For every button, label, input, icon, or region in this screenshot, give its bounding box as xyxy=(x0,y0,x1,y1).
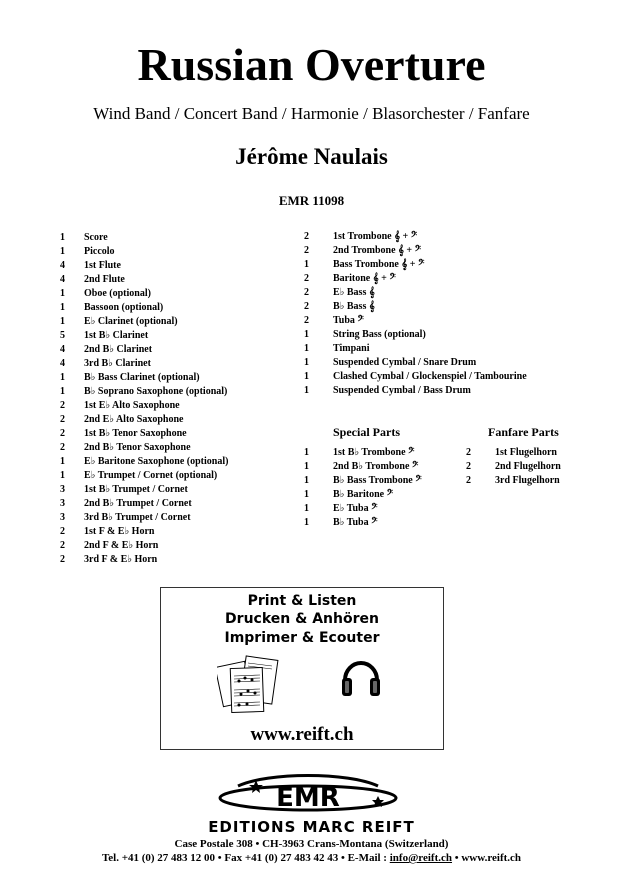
part-quantity: 1 xyxy=(60,316,65,327)
part-instrument: 2nd F & E♭ Horn xyxy=(84,540,159,551)
part-instrument: E♭ Trumpet / Cornet (optional) xyxy=(84,470,218,481)
part-quantity: 2 xyxy=(466,447,471,458)
part-quantity: 1 xyxy=(304,385,309,396)
part-quantity: 1 xyxy=(304,503,309,514)
part-instrument: 1st B♭ Trumpet / Cornet xyxy=(84,484,188,495)
part-quantity: 3 xyxy=(60,484,65,495)
print-listen-box[interactable] xyxy=(160,587,444,750)
part-quantity: 2 xyxy=(304,287,309,298)
part-instrument: 3rd Flugelhorn xyxy=(495,475,560,486)
part-quantity: 2 xyxy=(304,231,309,242)
part-quantity: 1 xyxy=(304,357,309,368)
part-quantity: 2 xyxy=(304,273,309,284)
part-quantity: 4 xyxy=(60,260,65,271)
part-instrument: 2nd B♭ Trumpet / Cornet xyxy=(84,498,192,509)
part-instrument: Baritone 𝄞 + 𝄢 xyxy=(333,273,396,284)
part-instrument: 2nd Flugelhorn xyxy=(495,461,561,472)
part-instrument: Bass Trombone 𝄞 + 𝄢 xyxy=(333,259,425,270)
part-quantity: 3 xyxy=(60,512,65,523)
part-quantity: 2 xyxy=(466,461,471,472)
part-instrument: 2nd B♭ Clarinet xyxy=(84,344,153,355)
part-instrument: 1st F & E♭ Horn xyxy=(84,526,155,537)
part-instrument: 1st B♭ Trombone 𝄢 xyxy=(333,447,415,458)
part-instrument: Suspended Cymbal / Bass Drum xyxy=(333,385,471,396)
part-instrument: 2nd B♭ Trombone 𝄢 xyxy=(333,461,419,472)
part-quantity: 1 xyxy=(304,371,309,382)
part-quantity: 4 xyxy=(60,344,65,355)
part-instrument: B♭ Bass Clarinet (optional) xyxy=(84,372,200,383)
part-instrument: 1st Flugelhorn xyxy=(495,447,557,458)
part-instrument: E♭ Baritone Saxophone (optional) xyxy=(84,456,229,467)
publisher-address: Case Postale 308 • CH-3963 Crans-Montana (Switzerland) xyxy=(174,838,449,850)
part-quantity: 2 xyxy=(60,554,65,565)
part-instrument: E♭ Bass 𝄞 xyxy=(333,287,375,298)
headphones-icon xyxy=(339,654,383,700)
part-quantity: 1 xyxy=(304,343,309,354)
part-instrument: 1st Flute xyxy=(84,260,121,271)
website-link[interactable]: www.reift.ch xyxy=(250,724,354,745)
part-instrument: B♭ Soprano Saxophone (optional) xyxy=(84,386,228,397)
part-quantity: 2 xyxy=(60,428,65,439)
part-quantity: 1 xyxy=(304,517,309,528)
part-instrument: E♭ Clarinet (optional) xyxy=(84,316,178,327)
part-quantity: 2 xyxy=(466,475,471,486)
part-quantity: 1 xyxy=(60,372,65,383)
part-quantity: 4 xyxy=(60,274,65,285)
part-quantity: 2 xyxy=(304,315,309,326)
part-instrument: B♭ Bass Trombone 𝄢 xyxy=(333,475,422,486)
part-instrument: 1st Trombone 𝄞 + 𝄢 xyxy=(333,231,418,242)
ensemble-subtitle: Wind Band / Concert Band / Harmonie / Blasorchester / Fanfare xyxy=(93,104,530,123)
part-instrument: Piccolo xyxy=(84,246,115,257)
part-quantity: 2 xyxy=(304,245,309,256)
part-quantity: 1 xyxy=(60,470,65,481)
part-instrument: Tuba 𝄢 xyxy=(333,315,364,326)
part-instrument: 3rd B♭ Clarinet xyxy=(84,358,151,369)
part-instrument: String Bass (optional) xyxy=(333,329,426,340)
part-instrument: 1st B♭ Tenor Saxophone xyxy=(84,428,187,439)
part-quantity: 1 xyxy=(60,288,65,299)
part-quantity: 1 xyxy=(304,461,309,472)
email-link[interactable]: info@reift.ch xyxy=(389,852,453,864)
part-instrument: 3rd B♭ Trumpet / Cornet xyxy=(84,512,191,523)
composer-name: Jérôme Naulais xyxy=(235,144,388,169)
part-instrument: 2nd E♭ Alto Saxophone xyxy=(84,414,184,425)
part-quantity: 1 xyxy=(304,475,309,486)
part-quantity: 1 xyxy=(60,232,65,243)
part-quantity: 1 xyxy=(304,259,309,270)
part-instrument: B♭ Baritone 𝄢 xyxy=(333,489,394,500)
part-quantity: 1 xyxy=(304,489,309,500)
part-instrument: B♭ Bass 𝄞 xyxy=(333,301,375,312)
part-instrument: Suspended Cymbal / Snare Drum xyxy=(333,357,477,368)
fanfare-parts-heading: Fanfare Parts xyxy=(488,425,559,439)
part-instrument: E♭ Tuba 𝄢 xyxy=(333,503,378,514)
part-quantity: 5 xyxy=(60,330,65,341)
sheet-music-icon xyxy=(217,654,279,714)
contact-phone-fax: Tel. +41 (0) 27 483 12 00 • Fax +41 (0) 27 483 42 43 • E-Mail : xyxy=(101,852,390,864)
part-quantity: 1 xyxy=(60,456,65,467)
part-instrument: Timpani xyxy=(333,343,370,354)
part-quantity: 2 xyxy=(60,442,65,453)
part-instrument: 2nd Flute xyxy=(84,274,125,285)
part-instrument: 2nd B♭ Tenor Saxophone xyxy=(84,442,191,453)
part-instrument: Oboe (optional) xyxy=(84,288,151,299)
part-quantity: 1 xyxy=(304,329,309,340)
part-instrument: 2nd Trombone 𝄞 + 𝄢 xyxy=(333,245,422,256)
part-instrument: 1st E♭ Alto Saxophone xyxy=(84,400,180,411)
contact-website[interactable]: • www.reift.ch xyxy=(452,852,522,864)
part-quantity: 4 xyxy=(60,358,65,369)
part-instrument: 3rd F & E♭ Horn xyxy=(84,554,158,565)
part-quantity: 1 xyxy=(60,386,65,397)
part-quantity: 2 xyxy=(304,301,309,312)
part-quantity: 2 xyxy=(60,400,65,411)
part-quantity: 1 xyxy=(304,447,309,458)
part-quantity: 1 xyxy=(60,302,65,313)
publisher-name: EDITIONS MARC REIFT xyxy=(208,818,415,836)
part-quantity: 2 xyxy=(60,540,65,551)
special-parts-heading: Special Parts xyxy=(333,425,400,439)
part-instrument: Clashed Cymbal / Glockenspiel / Tambourine xyxy=(333,371,527,382)
part-instrument: Score xyxy=(84,232,108,243)
promo-line-french: Imprimer & Ecouter xyxy=(224,630,380,646)
part-instrument: B♭ Tuba 𝄢 xyxy=(333,517,378,528)
publisher-contact xyxy=(0,851,623,865)
promo-line-english: Print & Listen xyxy=(247,593,357,609)
svg-text:EMR: EMR xyxy=(276,783,340,813)
part-instrument: 1st B♭ Clarinet xyxy=(84,330,149,341)
promo-line-german: Drucken & Anhören xyxy=(225,611,379,627)
part-quantity: 2 xyxy=(60,414,65,425)
catalog-code: EMR 11098 xyxy=(278,193,345,208)
part-quantity: 3 xyxy=(60,498,65,509)
page-title: Russian Overture xyxy=(137,39,486,90)
part-quantity: 2 xyxy=(60,526,65,537)
part-quantity: 1 xyxy=(60,246,65,257)
part-instrument: Bassoon (optional) xyxy=(84,302,164,313)
